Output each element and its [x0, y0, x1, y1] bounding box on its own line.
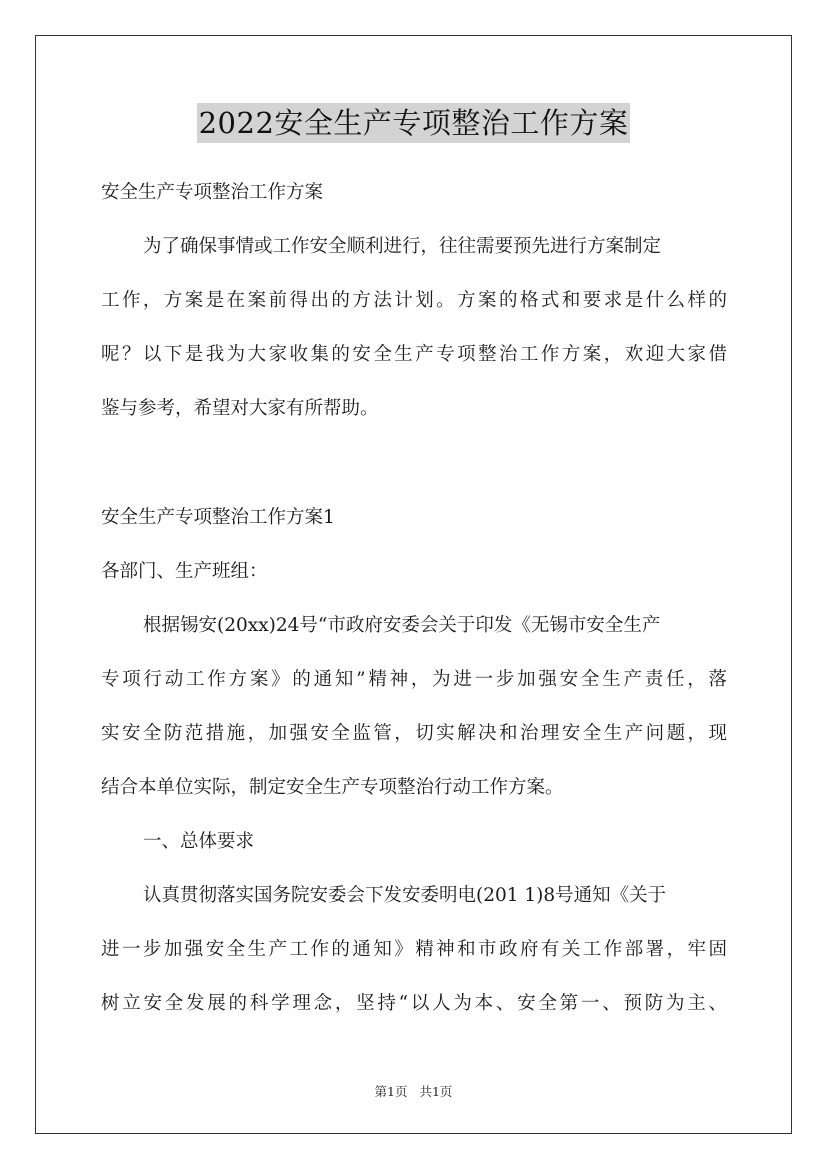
- para1-line-3: 实安全防范措施，加强安全监管，切实解决和治理安全生产问题，现: [101, 723, 727, 744]
- page-number: 第1页: [374, 1084, 408, 1099]
- document-title: 2022安全生产专项整治工作方案: [197, 103, 631, 143]
- title-container: [0, 103, 827, 143]
- para2-line-3: 树立安全发展的科学理念，坚持“以人为本、安全第一、预防为主、: [101, 993, 727, 1014]
- para1-line-2: 专项行动工作方案》的通知”精神，为进一步加强安全生产责任，落: [101, 669, 727, 690]
- para2-line-2: 进一步加强安全生产工作的通知》精神和市政府有关工作部署，牢固: [101, 939, 727, 960]
- intro-line-4: 鉴与参考，希望对大家有所帮助。: [101, 398, 379, 419]
- page-footer: [0, 1082, 827, 1100]
- intro-line-3: 呢？以下是我为大家收集的安全生产专项整治工作方案，欢迎大家借: [101, 344, 727, 365]
- section-heading: 安全生产专项整治工作方案1: [101, 507, 335, 528]
- para1-line-4: 结合本单位实际，制定安全生产专项整治行动工作方案。: [101, 777, 564, 798]
- requirement-heading: 一、总体要求: [143, 831, 255, 852]
- intro-line-2: 工作，方案是在案前得出的方法计划。方案的格式和要求是什么样的: [101, 290, 727, 311]
- intro-line-1: 为了确保事情或工作安全顺利进行，往往需要预先进行方案制定: [143, 236, 662, 257]
- subtitle-line: 安全生产专项整治工作方案: [101, 182, 324, 203]
- para1-line-1: 根据锡安(20xx)24号“市政府安委会关于印发《无锡市安全生产: [143, 615, 661, 636]
- page-total: 共1页: [419, 1084, 453, 1099]
- para2-line-1: 认真贯彻落实国务院安委会下发安委明电(201 1)8号通知《关于: [143, 885, 667, 906]
- salutation-line: 各部门、生产班组：: [101, 561, 268, 582]
